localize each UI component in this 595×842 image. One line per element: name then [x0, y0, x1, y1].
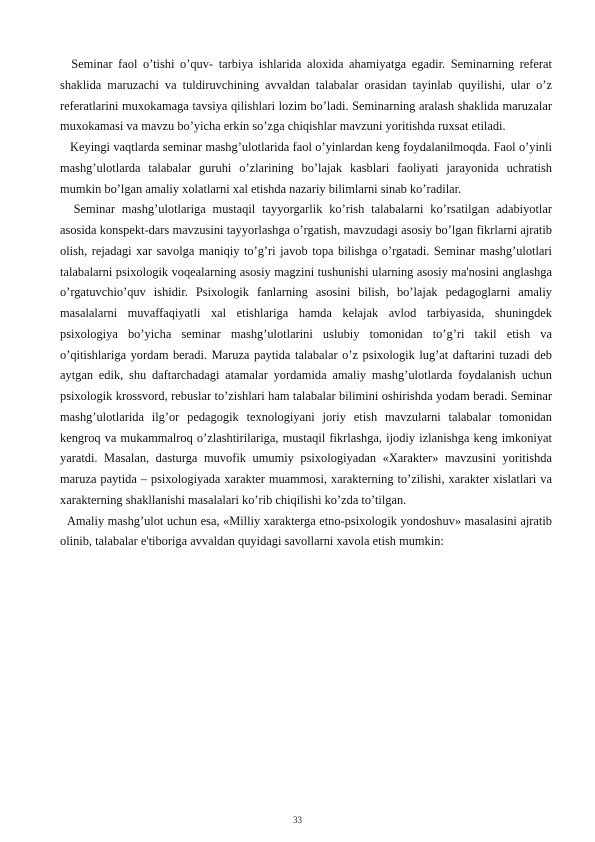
paragraph-independent-preparation: Seminar mashg’ulotlariga mustaqil tayyorgarlik ko’rish talabalarni ko’rsatilgan adabiyotlar asosida konspekt-dars mavzusini tayyorlashga o’rgatish, mavzudagi asosiy bo’lgan fikrlarni ajratib olish, rejadagi xar savolga maniqiy to’g’ri javob topa bilishga o’rgatadi. Seminar mashg’ulotlari talabalarni psixologik voqealarning asosiy magzini tushunishi ularning asosiy ma'nosini anglashga o’rgatuvchio’quv ishidir. Psixologik fanlarning asosini bilish, bo’lajak pedagoglarni amaliy masalalarni muvaffaqiyatli xal etishlariga hamda kelajak avlod tarbiyasida, shuningdek psixologiya bo’yicha seminar mashg’ulotlarini uslubiy tomonidan to’g’ri takil etish va o’qitishlariga yordam beradi. Maruza paytida talabalar o’z psixologik lug’at daftarini tuzadi deb aytgan edik, shu daftarchadagi atamalar yordamida amaliy mashg’ulotlarda foydalanish uchun psixologik krossvord, rebuslar to’zishlari ham talabalar bilimini oshirishda yodam beradi. Seminar mashg’ulotlarida ilg’or pedagogik texnologiyani joriy etish mavzularni talabalar tomonidan kengroq va mukammalroq o’zlashtirilariga, mustaqil fikrlashga, ijodiy izlanishga keng imkoniyat yaratdi. Masalan, dasturga muvofik umumiy psixologiyadan «Xarakter» mavzusini yoritishda maruza paytida – psixologiyada xarakter muammosi, xarakterning to’zilishi, xarakter xislatlari va xarakterning shakllanishi masalalari ko’rib chiqilishi ko’zda to’tilgan.: [60, 202, 552, 507]
paragraph-active-games: Keyingi vaqtlarda seminar mashg’ulotlarida faol o’yinlardan keng foydalanilmoqda. Faol o’yinli mashg’ulotlarda talabalar guruhi o’zlarining bo’lajak kasblari faoliyati jarayonida uchratish mumkin bo’lgan amaliy xolatlarni xal etishda nazariy bilimlarni sinab ko’radilar.: [60, 140, 552, 196]
paragraph-practical-session: Amaliy mashg’ulot uchun esa, «Milliy xarakterga etno-psixologik yondoshuv» masalasini ajratib olinib, talabalar e'tiboriga avvaldan quyidagi savollarni xavola etish mumkin:: [60, 513, 552, 549]
page-number: 33: [293, 815, 302, 825]
paragraph-seminar-forms: Seminar faol o’tishi o’quv- tarbiya ishlarida aloxida ahamiyatga egadir. Seminarning referat shaklida maruzachi va tuldiruvchining avvaldan talabalar orasidan tayinlab quyilishi, ular o’z referatlarini muxokamaga tavsiya qilishlari lozim bo’ladi. Seminarning aralash shaklida maruzalar muxokamasi va mavzu bo’yicha erkin so’zga chiqishlar mavzuni yoritishda ruxsat etiladi.: [60, 57, 552, 134]
body-text: [60, 54, 552, 552]
